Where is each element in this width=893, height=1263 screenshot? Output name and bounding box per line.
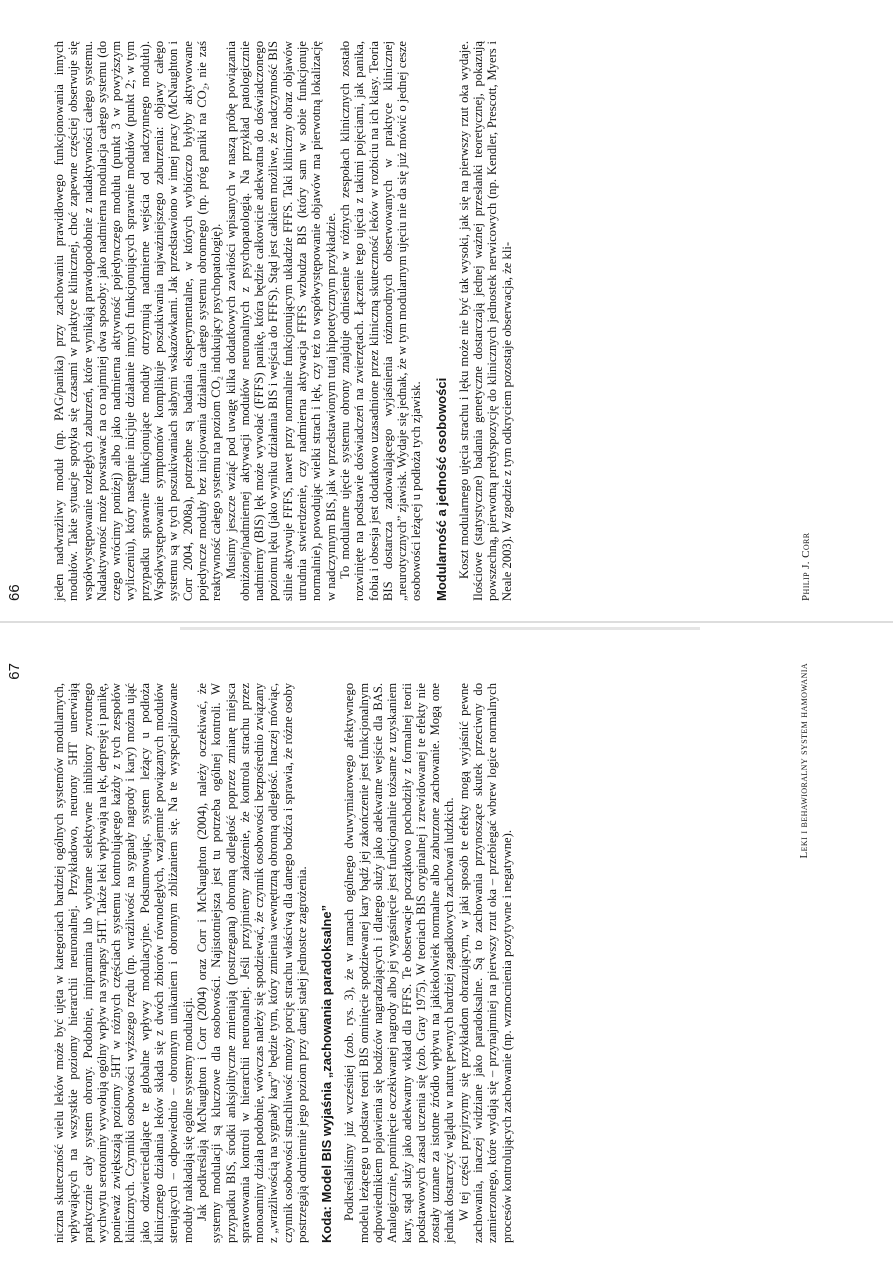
- paragraph: To modularne ujęcie systemu obrony znajduje odniesienie w różnych zespołach klinicznych zostało rozwinięte na podstawie doświadczeń na zwierzętach. Łączenie tego ujęcia z takimi pojęciami, jak panika, fobia i obsesja jest dodatkowo uzasadnione przez kliniczną skuteczność leków w rozbiciu na ich klasy. Teoria BIS dostarcza zadowalającego wyjaśnienia różnorodnych obserwowanych w praktyce klinicznej „neurotycznych” zjawisk. Wydaje się jednak, że w tym modularnym ujęciu nie da się już mówić o jednej cesze osobowości leżącej u podłoża tych zjawisk.: [337, 41, 424, 601]
- section-heading: Modularność a jedność osobowości: [433, 377, 449, 601]
- page-body: [52, 41, 514, 601]
- running-head: Philip J. Corr: [800, 532, 812, 601]
- paragraph: W tej części przyjrzymy się przykładom obrazującym, w jaki sposób te efekty mogą wyjaśnić pewne zachowania, inaczej widziane jako paradoksalne. Są to zachowania przynoszące skutek przeciwny do zamierzonego, które wydają się – przynajmniej na pierwszy rzut oka – przebiegać wbrew logice normalnych procesów kontrolujących zachowanie (np. wzmocnienia pozytywne i negatywne).: [456, 683, 514, 1243]
- page-number: 67: [6, 663, 23, 680]
- paragraph: Podkreślaliśmy już wcześniej (zob. rys. 3), że w ramach ogólnego dwuwymiarowego afektywnego modelu leżącego u podstaw teorii BIS ominięcie spodziewanej kary bądź jej zakończenie jest funkcjonalnym odpowiednikiem pojawienia się bodźców nagradzających i dlatego służy jako adekwatne wejście dla BAS. Analogicznie, pominięcie oczekiwanej nagrody albo jej wygaśnięcie jest funkcjonalnie tożsame z uzyskaniem kary, stąd służy jako adekwatny wkład dla FFFS. Te obserwacje początkowo pochodziły z formalnej teorii podstawowych zasad uczenia się (zob. Gray 1975). W teoriach BIS oryginalnej i zrewidowanej te efekty nie zostały uznane za istotne źródło wpływu na jakiekolwiek normalne albo zaburzone zachowanie. Mogą one jednak dostarczyć wglądu w naturę pewnych bardziej zagadkowych zachowań ludzkich.: [342, 683, 457, 1243]
- running-head: Leki i behawioralny system hamowania: [798, 663, 810, 859]
- section-heading: Koda: Model BIS wyjaśnia „zachowania paradoksalne”: [319, 904, 335, 1243]
- page-number: 66: [6, 584, 23, 601]
- paragraph: jeden nadwrażliwy moduł (np. PAG/panika) przy zachowaniu prawidłowego funkcjonowania innych modułów. Takie sytuacje spotyka się czasami w praktyce klinicznej, choć zapewne częściej obserwuje się współwystępowanie rozległych zaburzeń, które wynikają prawdopodobnie z nadaktywności całego systemu. Nadaktywność może powstawać na co najmniej dwa sposoby: jako nadmierna modulacja całego systemu (do czego wrócimy poniżej) albo jako nadmierna aktywność pojedynczego modułu (punkt 3 w powyższym wyliczeniu), który następnie inicjuje działanie innych funkcjonujących sprawnie modułów (punkt 2; w tym przypadku sprawnie funkcjonujące moduły otrzymują nadmierne wejścia od nadczynnego modułu). Współwystępowanie symptomów komplikuje poszukiwania najważniejszego zaburzenia: objawy całego systemu są w tych poszukiwaniach słabymi wskazówkami. Jak przedstawiono w innej pracy (McNaughton i Corr 2004, 2008a), potrzebne są badania eksperymentalne, w których wybiórczo byłyby aktywowane pojedyncze moduły bez inicjowania działania całego systemu obronnego (np. próg paniki na CO₂, nie zaś reaktywność całego systemu na poziom CO₂ indukujący psychopatologię).: [52, 41, 224, 601]
- paragraph: niczna skuteczność wielu leków może być ujęta w kategoriach bardziej ogólnych systemów modularnych, wpływających na wszystkie poziomy hierarchii neuronalnej. Przykładowo, neurony 5HT unerwiają praktycznie cały system obrony. Podobnie, imipramina lub wybrane selektywne inhibitory zwrotnego wychwytu serotoniny wywołują ogólny wpływ na synapsy 5HT. Także leki wpływają na lęk, depresję i panikę, ponieważ zwiększają poziomy 5HT w różnych częściach systemu kontrolującego każdy z tych zespołów klinicznych. Czynniki osobowości wyższego rzędu (np. wrażliwość na sygnały nagrody i kary) można ująć jako odzwierciedlające te globalne wpływy modulacyjne. Podsumowując, system leżący u podłoża klinicznego działania leków składa się z dwóch zbiorów równoległych, wzajemnie powiązanych modułów sterujących – odpowiednio – obronnym unikaniem i obronnym zbliżaniem się. Na te wyspecjalizowane moduły nakładają się ogólne systemy modulacji.: [52, 683, 195, 1243]
- scan-shadow: [180, 627, 700, 630]
- page-body: [52, 683, 514, 1243]
- page-gutter: [0, 621, 893, 623]
- paragraph: Koszt modularnego ujęcia strachu i lęku może nie być tak wysoki, jak się na pierwszy rzut oka wydaje. Ilościowe (statystyczne) badania genetyczne dostarczają jednej ważnej przesłanki teoretycznej, pokazują powszechną, pierwotną predyspozycję do klinicznych jednostek nerwicowych (np. Kendler, Prescott, Myers i Neale 2003). W zgodzie z tym odkryciem pozostaje obserwacja, że kli-: [456, 41, 514, 601]
- paragraph: Jak podkreślają McNaughton i Corr (2004) oraz Corr i McNaughton (2004), należy oczekiwać, że systemy modulacji są kluczowe dla osobowości. Najistotniejsza jest tu potrzeba ogólnej kontroli. W przypadku BIS, środki anksjolityczne zmieniają (postrzeganą) obronną odległość poprzez zmianę miejsca sprawowania kontroli w hierarchii neuronalnej. Jeśli przyjmiemy założenie, że kontrola strachu przez monoaminy działa podobnie, wówczas należy się spodziewać, że czynnik osobowości bezpośrednio związany z „wrażliwością na sygnały kary” będzie tym, który zmienia wewnętrzną obronną odległość. Inaczej mówiąc, czynnik osobowości strachliwość mnoży porcję strachu właściwą dla danego bodźca i sprawia, że różne osoby postrzegają odmiennie jego poziom przy danej stałej jednostce zagrożenia.: [194, 683, 310, 1243]
- right-page: [0, 643, 810, 1263]
- left-page: [0, 1, 812, 621]
- paragraph: Musimy jeszcze wziąć pod uwagę kilka dodatkowych zawiłości wpisanych w naszą próbę powiązania obniżonej/nadmiernej aktywacji modułów neuronalnych z psychopatologią. Na przykład patologicznie nadmierny (BIS) lęk może wywołać (FFFS) panikę, która będzie całkowicie adekwatna do doświadczonego poziomu lęku (jako wyniku działania BIS i wejścia do FFFS). Stąd jest całkiem możliwe, że nadczynność BIS silnie aktywuje FFFS, nawet przy normalnie funkcjonującym układzie FFFS. Taki kliniczny obraz objawów utrudnia stwierdzenie, czy nadmierna aktywacja FFFS wzbudza BIS (który sam w sobie funkcjonuje normalnie), powodując wielki strach i lęk, czy też to współwystępowanie objawów ma pierwotną lokalizację w nadczynnym BIS, jak w przedstawionym tutaj hipotetycznym przykładzie.: [223, 41, 338, 601]
